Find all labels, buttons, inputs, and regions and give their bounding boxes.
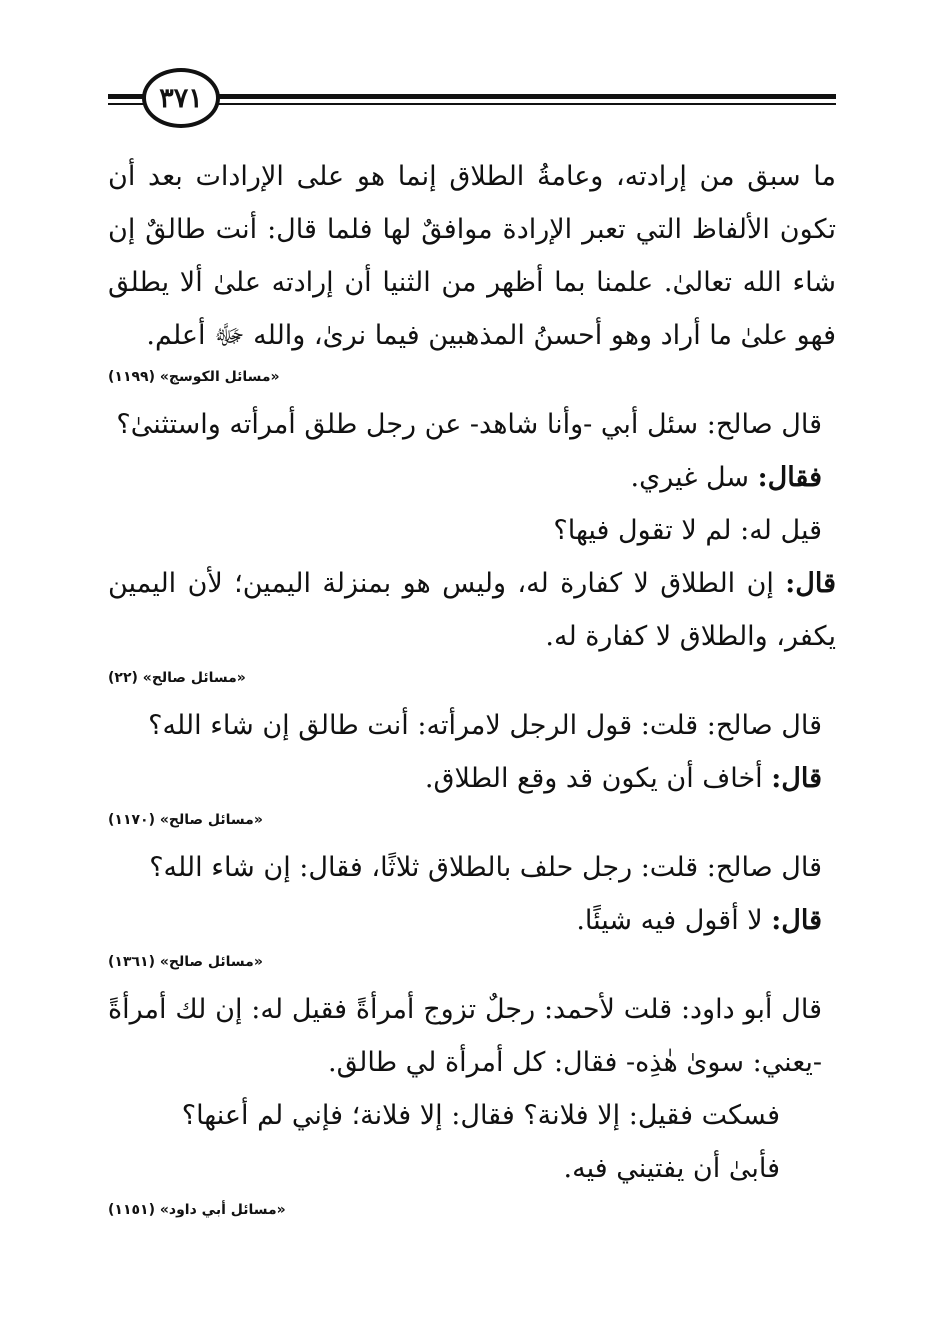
reference-row: [108, 1195, 836, 1231]
speaker-label: فقال:: [757, 462, 822, 493]
source-reference: «مسائل صالح» (١٣٦١): [108, 954, 263, 970]
reference-row: [108, 805, 836, 841]
narration-paragraph: فسكت فقيل: إلا فلانة؟ فقال: إلا فلانة؛ فإني لم أعنها؟: [181, 1100, 780, 1131]
page-header: [108, 68, 836, 132]
answer-paragraph: [108, 557, 836, 663]
answer-text: إن الطلاق لا كفارة له، وليس هو بمنزلة اليمين؛ لأن اليمين يكفر، والطلاق لا كفارة له.: [108, 568, 836, 652]
answer-text: لا أقول فيه شيئًا.: [576, 905, 772, 936]
page-number: ٣٧١: [142, 68, 220, 128]
source-reference: «مسائل الكوسج» (١١٩٩): [108, 369, 280, 385]
speaker-label: قال:: [771, 763, 822, 794]
source-reference: «مسائل صالح» (١١٧٠): [108, 812, 263, 828]
source-reference: «مسائل صالح» (٢٢): [108, 670, 246, 686]
source-reference: «مسائل أبي داود» (١١٥١): [108, 1202, 286, 1218]
answer-paragraph: [108, 894, 836, 947]
narration-paragraph: قال صالح: سئل أبي -وأنا شاهد- عن رجل طلق أمرأته واستثنىٰ؟: [116, 409, 822, 440]
speaker-label: قال:: [785, 568, 836, 599]
page-body: [108, 150, 836, 1231]
narration-paragraph: فأبىٰ أن يفتيني فيه.: [563, 1153, 780, 1184]
narration-paragraph: قال صالح: قلت: رجل حلف بالطلاق ثلاثًا، فقال: إن شاء الله؟: [149, 852, 822, 883]
reference-row: [108, 947, 836, 983]
reference-row: [108, 663, 836, 699]
answer-paragraph: [108, 451, 836, 504]
narration-paragraph: قال صالح: قلت: قول الرجل لامرأته: أنت طالق إن شاء الله؟: [148, 710, 822, 741]
answer-text: أخاف أن يكون قد وقع الطلاق.: [424, 763, 772, 794]
question-paragraph: قيل له: لم لا تقول فيها؟: [553, 515, 822, 546]
speaker-label: قال:: [771, 905, 822, 936]
answer-paragraph: [108, 752, 836, 805]
answer-text: سل غيري.: [630, 462, 758, 493]
reference-row: [108, 362, 836, 398]
opening-paragraph: ما سبق من إرادته، وعامةُ الطلاق إنما هو على الإرادات بعد أن تكون الألفاظ التي تعبر الإرادة موافقٌ لها فلما قال: أنت طالقٌ إن شاء الله تعالىٰ. علمنا بما أظهر من الثنيا أن إرادته علىٰ ألا يطلق فهو علىٰ ما أراد وهو أحسنُ المذهبين فيما نرىٰ، والله ﷻ أعلم.: [108, 161, 836, 351]
narration-paragraph: قال أبو داود: قلت لأحمد: رجلٌ تزوج أمرأةً فقيل له: إن لك أمرأةً -يعني: سوىٰ هٰذِه- فقال: كل أمرأة لي طالق.: [108, 994, 822, 1078]
